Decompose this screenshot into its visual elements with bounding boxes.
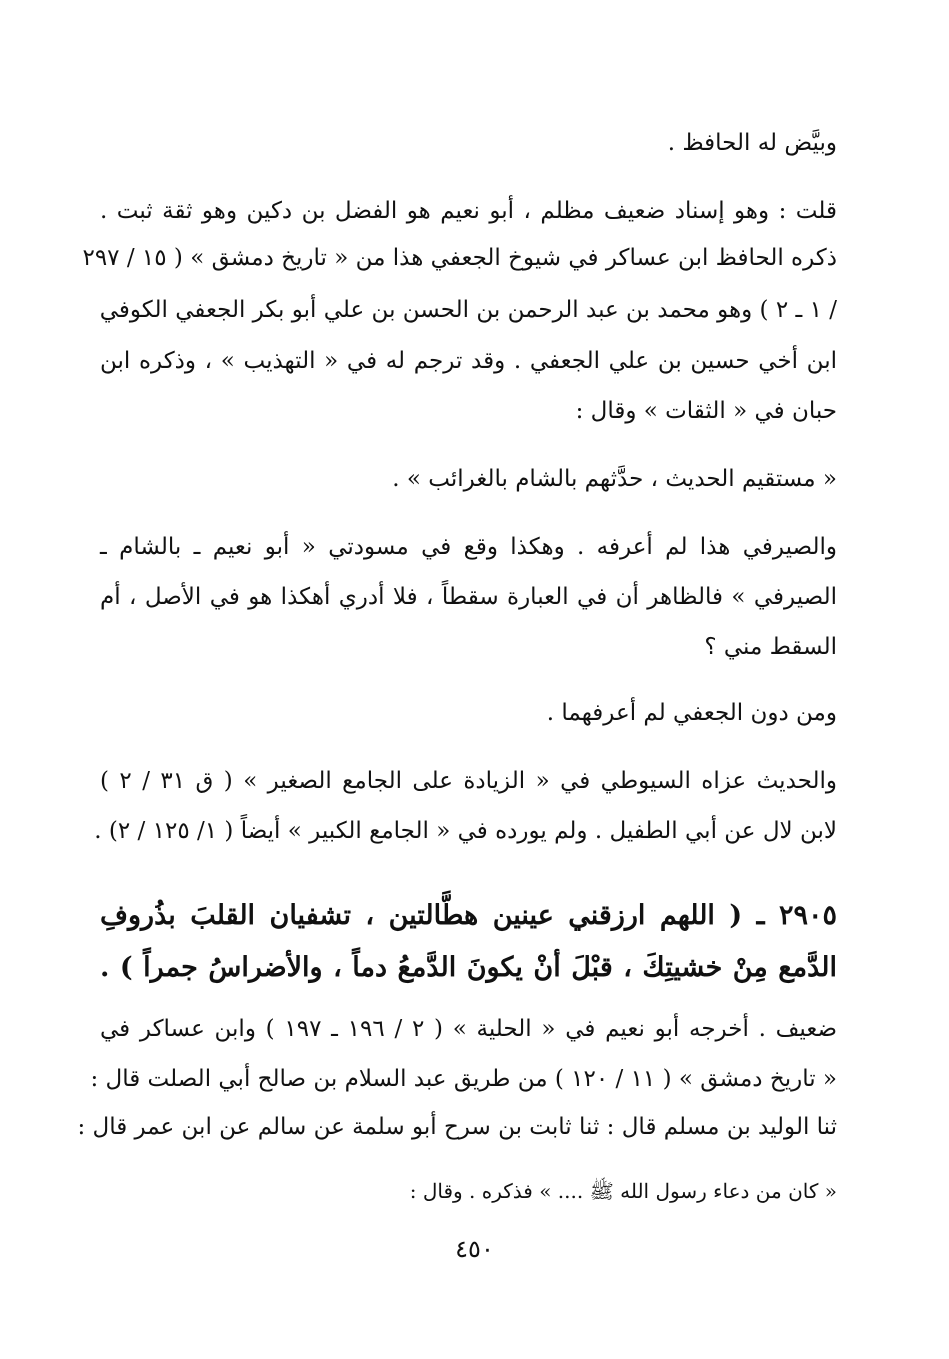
quote-line: « مستقيم الحديث ، حدَّثهم بالشام بالغرائب » . [392, 466, 837, 492]
text-line: ابن أخي حسين بن علي الجعفي . وقد ترجم له في « التهذيب » ، وذكره ابن [100, 348, 837, 374]
hadith-heading: الدَّمع مِنْ خشيتِكَ ، قبْلَ أنْ يكونَ الدَّمعُ دماً ، والأضراسُ جمراً ) . [100, 952, 837, 983]
text-line: السقط مني ؟ [704, 634, 837, 660]
text-line: الصيرفي » فالظاهر أن في العبارة سقطاً ، فلا أدري أهكذا هو في الأصل ، أم [100, 584, 837, 610]
text-line: ومن دون الجعفي لم أعرفهما . [546, 700, 837, 726]
page-number: ٤٥٠ [455, 1235, 494, 1263]
text-line: ضعيف . أخرجه أبو نعيم في « الحلية » ( ٢ / ١٩٦ ـ ١٩٧ ) وابن عساكر في [100, 1016, 837, 1042]
text-line: والحديث عزاه السيوطي في « الزيادة على الجامع الصغير » ( ق ٣١ / ٢ ) [100, 768, 837, 794]
hadith-heading: ٢٩٠٥ ـ ( اللهم ارزقني عينين هطَّالتين ، تشفيان القلبَ بذُروفِ [100, 900, 837, 931]
text-line: ثنا الوليد بن مسلم قال : ثنا ثابت بن سرح أبو سلمة عن سالم عن ابن عمر قال : [77, 1114, 837, 1140]
text-line: ذكره الحافظ ابن عساكر في شيوخ الجعفي هذا من « تاريخ دمشق » ( ١٥ / ٢٩٧ [82, 245, 837, 271]
text-line: حبان في « الثقات » وقال : [575, 398, 837, 424]
text-line: وبيَّض له الحافظ . [667, 130, 837, 156]
quote-line: « كان من دعاء رسول الله ﷺ .... » فذكره . وقال : [409, 1179, 837, 1203]
text-line: / ١ ـ ٢ ) وهو محمد بن عبد الرحمن بن الحسن بن علي أبو بكر الجعفي الكوفي [99, 297, 837, 323]
text-line: لابن لال عن أبي الطفيل . ولم يورده في « الجامع الكبير » أيضاً ( ١/ ١٢٥ / ٢) . [94, 818, 837, 844]
text-line: « تاريخ دمشق » ( ١١ / ١٢٠ ) من طريق عبد السلام بن صالح أبي الصلت قال : [90, 1066, 837, 1092]
text-line: والصيرفي هذا لم أعرفه . وهكذا وقع في مسودتي « أبو نعيم ـ بالشام ـ [100, 534, 837, 560]
text-line: قلت : وهو إسناد ضعيف مظلم ، أبو نعيم هو الفضل بن دكين وهو ثقة ثبت . [100, 198, 837, 224]
